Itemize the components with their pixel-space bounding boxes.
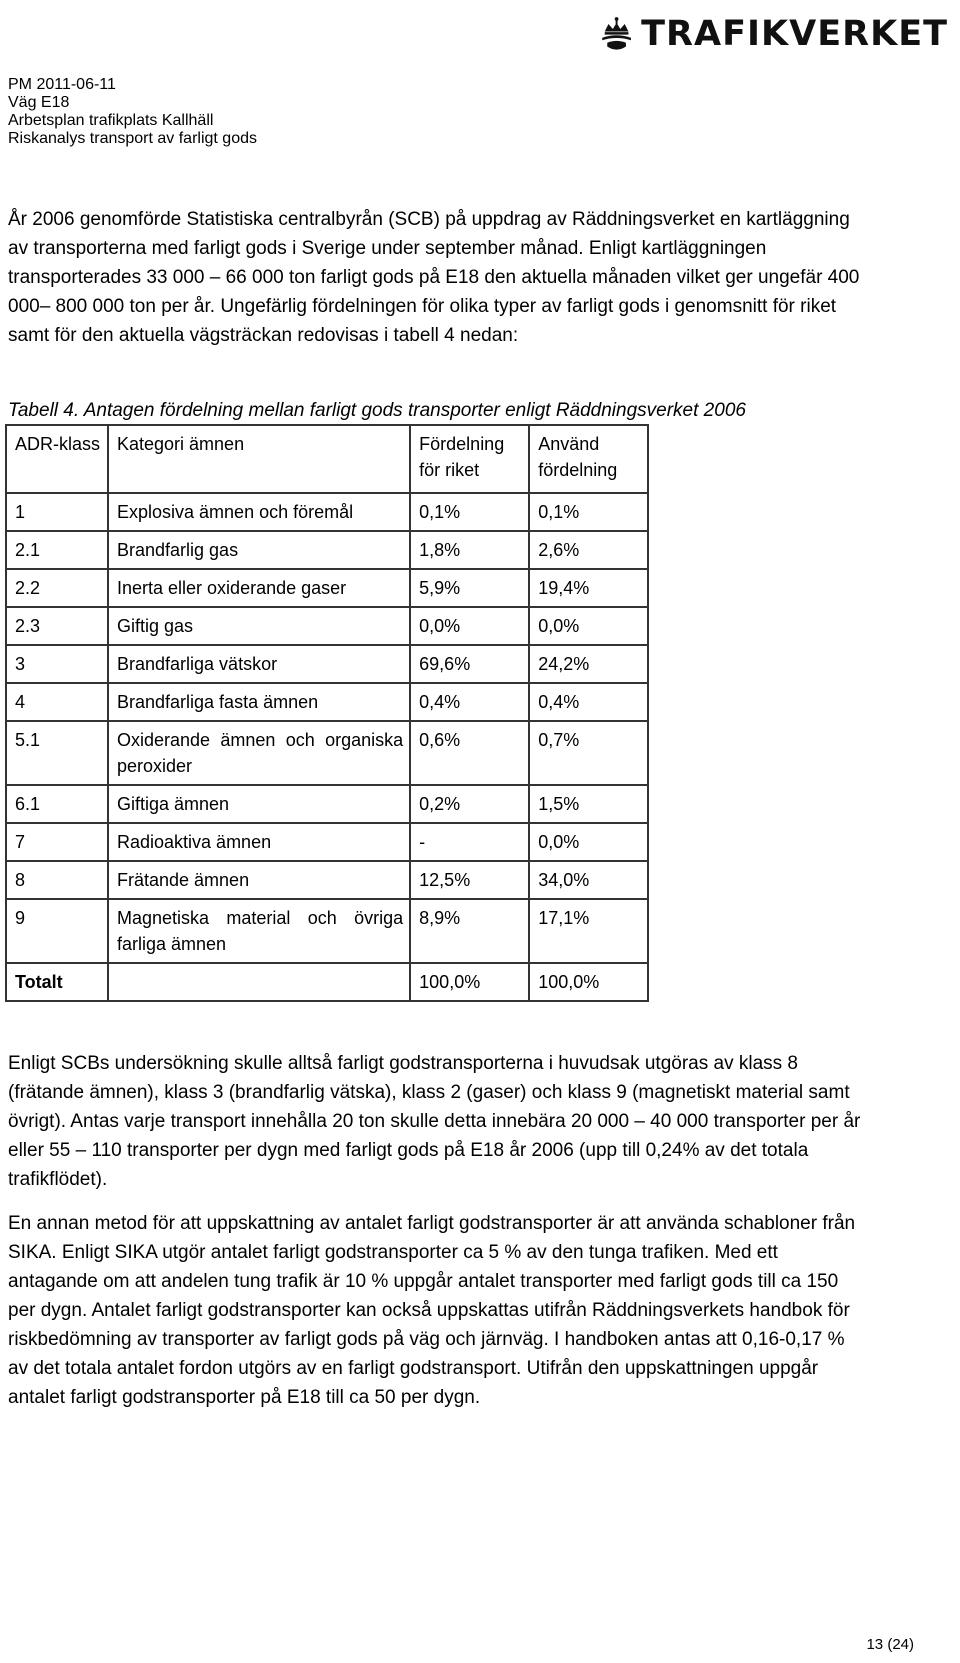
table-row: [6, 823, 648, 861]
used-value-cell: 0,7%: [529, 721, 648, 785]
national-value-cell: 0,1%: [410, 493, 529, 531]
header-national-distribution: Fördelning för riket: [410, 425, 529, 493]
adr-class-cell: 2.3: [6, 607, 108, 645]
category-cell: Brandfarliga vätskor: [108, 645, 410, 683]
total-label-cell: Totalt: [6, 963, 108, 1001]
used-value-cell: 17,1%: [529, 899, 648, 963]
used-value-cell: 0,1%: [529, 493, 648, 531]
adr-class-cell: 3: [6, 645, 108, 683]
table-row: [6, 645, 648, 683]
category-cell: Magnetiska material och övriga farliga ämnen: [108, 899, 410, 963]
table-row: [6, 899, 648, 963]
header-line-subject: Riskanalys transport av farligt gods: [8, 130, 257, 147]
category-cell: Frätande ämnen: [108, 861, 410, 899]
adr-class-cell: 2.1: [6, 531, 108, 569]
table-row: [6, 721, 648, 785]
national-value-cell: -: [410, 823, 529, 861]
header-line-road: Väg E18: [8, 94, 70, 111]
category-cell: Giftig gas: [108, 607, 410, 645]
national-value-cell: 0,4%: [410, 683, 529, 721]
adr-class-cell: 7: [6, 823, 108, 861]
table-header-row: [6, 425, 648, 493]
header-used-distribution: Använd fördelning: [529, 425, 648, 493]
header-adr-class: ADR-klass: [6, 425, 108, 493]
national-value-cell: 0,6%: [410, 721, 529, 785]
sika-paragraph: En annan metod för att uppskattning av antalet farligt godstransporter är att använda schabloner från SIKA. Enligt SIKA utgör antalet farligt godstransporter ca 5 % av den tunga trafiken. Med ett antagande om att andelen tung trafik är 10 % uppgår antalet transporter med farligt gods till ca 150 per dygn. Antalet farligt godstransporter kan också uppskattas utifrån Räddningsverkets handbok för riskbedömning av transporter av farligt gods på väg och järnväg. I handboken antas att 0,16-0,17 % av det totala antalet fordon utgörs av en farligt godstransport. Utifrån den uppskattningen uppgår antalet farligt godstransporter på E18 till ca 50 per dygn.: [8, 1213, 856, 1408]
adr-class-cell: 1: [6, 493, 108, 531]
header-category: Kategori ämnen: [108, 425, 410, 493]
category-cell: Giftiga ämnen: [108, 785, 410, 823]
table-row: [6, 531, 648, 569]
used-value-cell: 19,4%: [529, 569, 648, 607]
category-cell: Inerta eller oxiderande gaser: [108, 569, 410, 607]
used-value-cell: 0,0%: [529, 607, 648, 645]
document-header: [8, 76, 257, 148]
adr-class-cell: 2.2: [6, 569, 108, 607]
table-total-row: [6, 963, 648, 1001]
table-row: [6, 607, 648, 645]
category-cell: Brandfarliga fasta ämnen: [108, 683, 410, 721]
table-row: [6, 493, 648, 531]
header-line-date: PM 2011-06-11: [8, 76, 116, 93]
national-value-cell: 0,2%: [410, 785, 529, 823]
distribution-table: [5, 424, 649, 1002]
category-cell: Oxiderande ämnen och organiska peroxider: [108, 721, 410, 785]
national-value-cell: 8,9%: [410, 899, 529, 963]
category-cell: Explosiva ämnen och föremål: [108, 493, 410, 531]
adr-class-cell: 6.1: [6, 785, 108, 823]
total-category-cell: [108, 963, 410, 1001]
adr-class-cell: 8: [6, 861, 108, 899]
table-row: [6, 861, 648, 899]
used-value-cell: 1,5%: [529, 785, 648, 823]
table-row: [6, 569, 648, 607]
total-used-cell: 100,0%: [529, 963, 648, 1001]
adr-class-cell: 9: [6, 899, 108, 963]
category-cell: Brandfarlig gas: [108, 531, 410, 569]
table-row: [6, 785, 648, 823]
national-value-cell: 69,6%: [410, 645, 529, 683]
national-value-cell: 12,5%: [410, 861, 529, 899]
total-national-cell: 100,0%: [410, 963, 529, 1001]
used-value-cell: 0,4%: [529, 683, 648, 721]
trafikverket-logo: [596, 4, 948, 64]
national-value-cell: 0,0%: [410, 607, 529, 645]
category-cell: Radioaktiva ämnen: [108, 823, 410, 861]
crown-emblem-icon: [596, 4, 637, 64]
intro-paragraph: År 2006 genomförde Statistiska centralbyrån (SCB) på uppdrag av Räddningsverket en kartläggning av transporterna med farligt gods i Sverige under september månad. Enligt kartläggningen transporterades 33 000 – 66 000 ton farligt gods på E18 den aktuella månaden vilket ger ungefär 400 000– 800 000 ton per år. Ungefärlig fördelningen för olika typer av farligt gods i genomsnitt för riket samt för den aktuella vägsträckan redovisas i tabell 4 nedan:: [8, 209, 860, 346]
header-line-project: Arbetsplan trafikplats Kallhäll: [8, 112, 214, 129]
used-value-cell: 34,0%: [529, 861, 648, 899]
national-value-cell: 1,8%: [410, 531, 529, 569]
national-value-cell: 5,9%: [410, 569, 529, 607]
used-value-cell: 2,6%: [529, 531, 648, 569]
table-row: [6, 683, 648, 721]
used-value-cell: 0,0%: [529, 823, 648, 861]
scb-paragraph: Enligt SCBs undersökning skulle alltså farligt godstransporterna i huvudsak utgöras av klass 8 (frätande ämnen), klass 3 (brandfarlig vätska), klass 2 (gaser) och klass 9 (magnetiskt material samt övrigt). Antas varje transport innehålla 20 ton skulle detta innebära 20 000 – 40 000 transporter per år eller 55 – 110 transporter per dygn med farligt gods på E18 år 2006 (upp till 0,24% av det totala trafikflödet).: [8, 1053, 861, 1190]
table-caption: Tabell 4. Antagen fördelning mellan farligt gods transporter enligt Räddningsverket 2006: [8, 400, 746, 421]
used-value-cell: 24,2%: [529, 645, 648, 683]
adr-class-cell: 5.1: [6, 721, 108, 785]
adr-class-cell: 4: [6, 683, 108, 721]
logo-text: TRAFIKVERKET: [641, 14, 948, 54]
page-number: 13 (24): [866, 1636, 914, 1653]
